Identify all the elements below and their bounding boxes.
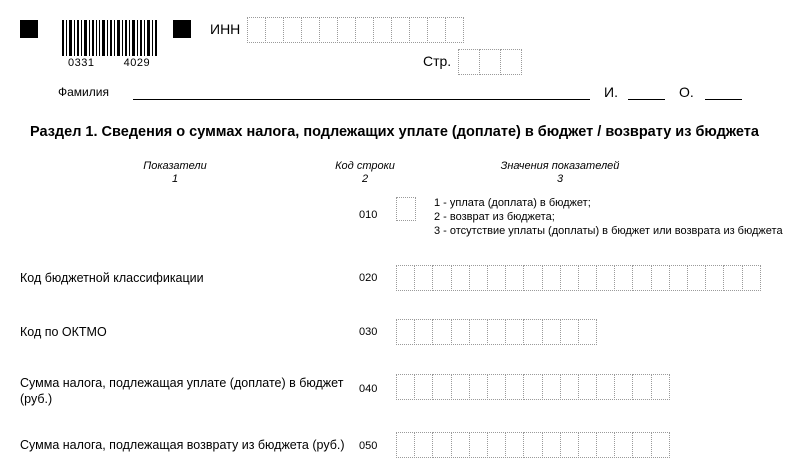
payment-type-options (434, 196, 783, 238)
page-cell[interactable] (479, 49, 501, 75)
line-code-020: 020 (359, 272, 378, 284)
inn-cell[interactable] (301, 17, 320, 43)
tax-payable-cell[interactable] (505, 374, 524, 400)
tax-payable-cell[interactable] (396, 374, 415, 400)
oktmo-cell[interactable] (469, 319, 488, 345)
column-header-values (490, 160, 630, 186)
column-2-number: 2 (361, 173, 369, 185)
tax-refund-cell[interactable] (578, 432, 597, 458)
tax-payable-cell[interactable] (414, 374, 433, 400)
tax-refund-cell[interactable] (469, 432, 488, 458)
column-3-title: Значения показателей (500, 160, 620, 172)
column-1-number: 1 (171, 173, 179, 185)
tax-payable-cell[interactable] (560, 374, 579, 400)
inn-field[interactable] (247, 17, 463, 43)
oktmo-cell[interactable] (578, 319, 597, 345)
tax-payable-label-line1: Сумма налога, подлежащая уплате (доплате) в бюджет (20, 376, 344, 390)
kbk-cell[interactable] (596, 265, 615, 291)
kbk-label: Код бюджетной классификации (20, 271, 204, 285)
barcode-icon (60, 20, 160, 56)
column-3-number: 3 (556, 173, 564, 185)
oktmo-cell[interactable] (505, 319, 524, 345)
kbk-cell[interactable] (451, 265, 470, 291)
kbk-cell[interactable] (505, 265, 524, 291)
tax-refund-cell[interactable] (542, 432, 561, 458)
section-title: Раздел 1. Сведения о суммах налога, подлежащих уплате (доплате) в бюджет / возврату из бюджета (30, 124, 759, 140)
tax-refund-cell[interactable] (523, 432, 542, 458)
tax-payable-cell[interactable] (469, 374, 488, 400)
barcode-number (68, 57, 150, 69)
oktmo-field[interactable] (396, 319, 596, 345)
barcode-number-left: 0331 (68, 57, 95, 69)
oktmo-cell[interactable] (396, 319, 415, 345)
kbk-cell[interactable] (414, 265, 433, 291)
tax-payable-cell[interactable] (596, 374, 615, 400)
tax-refund-cell[interactable] (451, 432, 470, 458)
line-code-040: 040 (359, 383, 378, 395)
kbk-cell[interactable] (614, 265, 633, 291)
page-cell[interactable] (458, 49, 480, 75)
tax-refund-cell[interactable] (651, 432, 670, 458)
kbk-cell[interactable] (432, 265, 451, 291)
surname-label: Фамилия (58, 85, 109, 99)
tax-refund-cell[interactable] (632, 432, 651, 458)
initial-o-field[interactable] (705, 99, 742, 100)
column-2-title: Код строки (335, 160, 395, 172)
inn-cell[interactable] (445, 17, 464, 43)
initial-i-label: И. (604, 84, 618, 100)
line-code-030: 030 (359, 326, 378, 338)
tax-payable-cell[interactable] (523, 374, 542, 400)
initial-i-field[interactable] (628, 99, 665, 100)
oktmo-cell[interactable] (432, 319, 451, 345)
page-cell[interactable] (500, 49, 522, 75)
oktmo-cell[interactable] (487, 319, 506, 345)
kbk-cell[interactable] (723, 265, 742, 291)
tax-refund-cell[interactable] (396, 432, 415, 458)
tax-payable-cell[interactable] (542, 374, 561, 400)
tax-payable-cell[interactable] (451, 374, 470, 400)
kbk-cell[interactable] (742, 265, 761, 291)
tax-refund-cell[interactable] (414, 432, 433, 458)
kbk-cell[interactable] (578, 265, 597, 291)
kbk-cell[interactable] (523, 265, 542, 291)
initial-o-label: О. (679, 84, 694, 100)
oktmo-cell[interactable] (560, 319, 579, 345)
kbk-cell[interactable] (487, 265, 506, 291)
payment-type-option-2: 2 - возврат из бюджета; (434, 211, 555, 223)
tax-payable-cell[interactable] (614, 374, 633, 400)
tax-refund-cell[interactable] (614, 432, 633, 458)
tax-payable-cell[interactable] (432, 374, 451, 400)
column-header-indicators (120, 160, 230, 186)
tax-refund-cell[interactable] (560, 432, 579, 458)
tax-payable-label (20, 375, 343, 407)
column-header-line-code (320, 160, 410, 186)
registration-marker-left (20, 20, 38, 38)
inn-cell[interactable] (391, 17, 410, 43)
page-label: Стр. (423, 53, 452, 69)
line-code-050: 050 (359, 440, 378, 452)
tax-payable-label-line2: (руб.) (20, 392, 53, 406)
tax-refund-cell[interactable] (487, 432, 506, 458)
inn-cell[interactable] (355, 17, 374, 43)
oktmo-cell[interactable] (451, 319, 470, 345)
inn-cell[interactable] (427, 17, 446, 43)
inn-cell[interactable] (373, 17, 392, 43)
tax-refund-cell[interactable] (432, 432, 451, 458)
payment-type-field[interactable] (396, 197, 415, 221)
inn-cell[interactable] (283, 17, 302, 43)
kbk-field[interactable] (396, 265, 760, 291)
kbk-cell[interactable] (651, 265, 670, 291)
tax-refund-cell[interactable] (505, 432, 524, 458)
payment-type-cell[interactable] (396, 197, 416, 221)
tax-refund-label: Сумма налога, подлежащая возврату из бюджета (руб.) (20, 438, 345, 452)
oktmo-label: Код по ОКТМО (20, 325, 107, 339)
tax-payable-cell[interactable] (632, 374, 651, 400)
kbk-cell[interactable] (469, 265, 488, 291)
inn-label: ИНН (210, 21, 241, 37)
surname-field[interactable] (133, 99, 590, 100)
kbk-cell[interactable] (687, 265, 706, 291)
column-1-title: Показатели (143, 160, 207, 172)
line-code-010: 010 (359, 209, 378, 221)
registration-marker-right (173, 20, 191, 38)
tax-payable-cell[interactable] (651, 374, 670, 400)
inn-cell[interactable] (337, 17, 356, 43)
oktmo-cell[interactable] (414, 319, 433, 345)
tax-refund-field[interactable] (396, 432, 669, 458)
kbk-cell[interactable] (705, 265, 724, 291)
kbk-cell[interactable] (632, 265, 651, 291)
inn-cell[interactable] (409, 17, 428, 43)
inn-cell[interactable] (319, 17, 338, 43)
inn-cell[interactable] (247, 17, 266, 43)
page-number-field[interactable] (458, 49, 521, 75)
payment-type-option-1: 1 - уплата (доплата) в бюджет; (434, 197, 591, 209)
barcode-number-right: 4029 (123, 57, 151, 69)
kbk-cell[interactable] (396, 265, 415, 291)
tax-refund-cell[interactable] (596, 432, 615, 458)
inn-cell[interactable] (265, 17, 284, 43)
tax-payable-field[interactable] (396, 374, 669, 400)
kbk-cell[interactable] (542, 265, 561, 291)
payment-type-option-3: 3 - отсутствие уплаты (доплаты) в бюджет или возврата из бюджета (434, 225, 783, 237)
tax-payable-cell[interactable] (578, 374, 597, 400)
kbk-cell[interactable] (560, 265, 579, 291)
oktmo-cell[interactable] (523, 319, 542, 345)
tax-payable-cell[interactable] (487, 374, 506, 400)
kbk-cell[interactable] (669, 265, 688, 291)
oktmo-cell[interactable] (542, 319, 561, 345)
